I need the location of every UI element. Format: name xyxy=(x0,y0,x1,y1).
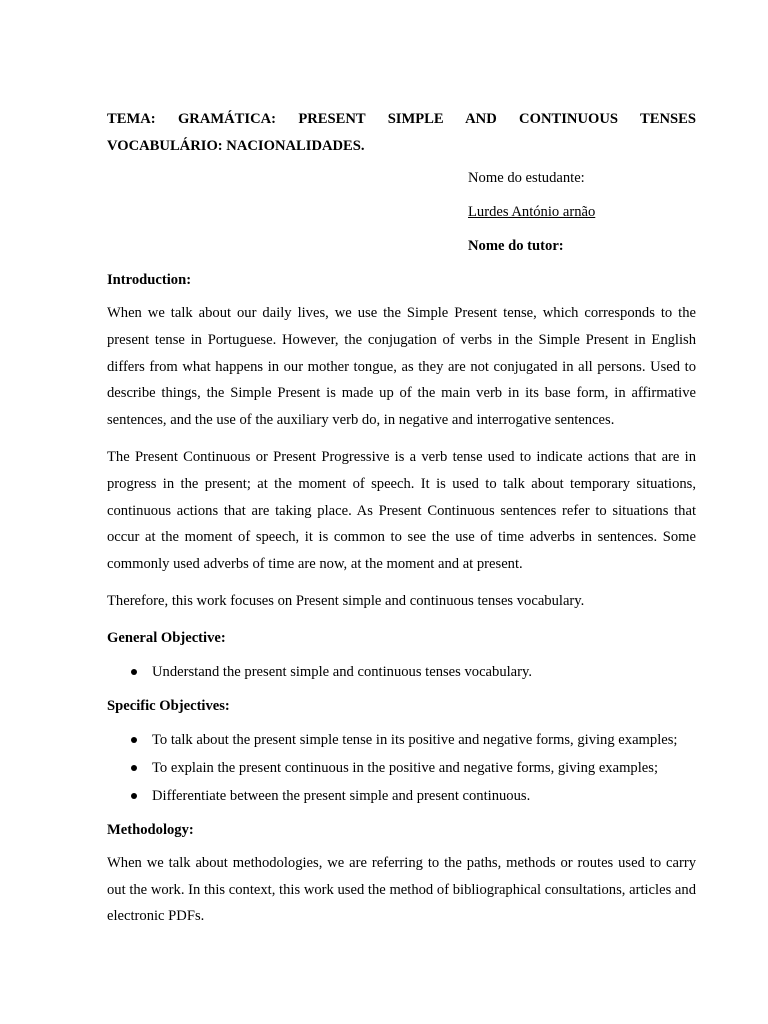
title-line-2: VOCABULÁRIO: NACIONALIDADES. xyxy=(107,138,365,154)
specific-objectives-heading: Specific Objectives: xyxy=(107,697,230,714)
student-label: Nome do estudante: xyxy=(468,170,585,186)
tutor-label: Nome do tutor: xyxy=(468,238,564,254)
list-item: Differentiate between the present simple and present continuous. xyxy=(107,782,696,810)
list-item: To talk about the present simple tense in its positive and negative forms, giving examples; xyxy=(107,726,696,754)
general-objective-heading: General Objective: xyxy=(107,629,226,646)
list-item: Understand the present simple and continuous tenses vocabulary. xyxy=(107,658,696,686)
student-info-block xyxy=(468,168,696,256)
methodology-paragraph: When we talk about methodologies, we are referring to the paths, methods or routes used to carry out the work. In this context, this work used the method of bibliographical consultations, articles and electronic PDFs. xyxy=(107,854,696,925)
introduction-heading: Introduction: xyxy=(107,272,192,288)
document-title xyxy=(107,106,696,160)
introduction-paragraph-3: Therefore, this work focuses on Present simple and continuous tenses vocabulary. xyxy=(107,592,585,609)
general-objective-list xyxy=(107,658,696,686)
list-item: To explain the present continuous in the positive and negative forms, giving examples; xyxy=(107,754,696,782)
methodology-heading: Methodology: xyxy=(107,821,194,838)
document-page xyxy=(107,106,696,930)
student-name: Lurdes António arnão xyxy=(468,204,596,220)
introduction-paragraph-2: The Present Continuous or Present Progressive is a verb tense used to indicate actions that are in progress in the present; at the moment of speech. It is used to talk about temporary situations, continuous actions that are taking place. As Present Continuous sentences refer to situations that occur at the moment of speech, it is common to see the use of time adverbs in sentences. Some commonly used adverbs of time are now, at the moment and at present. xyxy=(107,448,696,573)
specific-objectives-list xyxy=(107,726,696,810)
title-line-1: TEMA: GRAMÁTICA: PRESENT SIMPLE AND CONTINUOUS TENSES xyxy=(107,111,696,127)
introduction-paragraph-1: When we talk about our daily lives, we use the Simple Present tense, which corresponds to the present tense in Portuguese. However, the conjugation of verbs in the Simple Present in English differs from what happens in our mother tongue, as they are not conjugated in all persons. Used to describe things, the Simple Present is made up of the main verb in its base form, in affirmative sentences, and the use of the auxiliary verb do, in negative and interrogative sentences. xyxy=(107,305,696,429)
